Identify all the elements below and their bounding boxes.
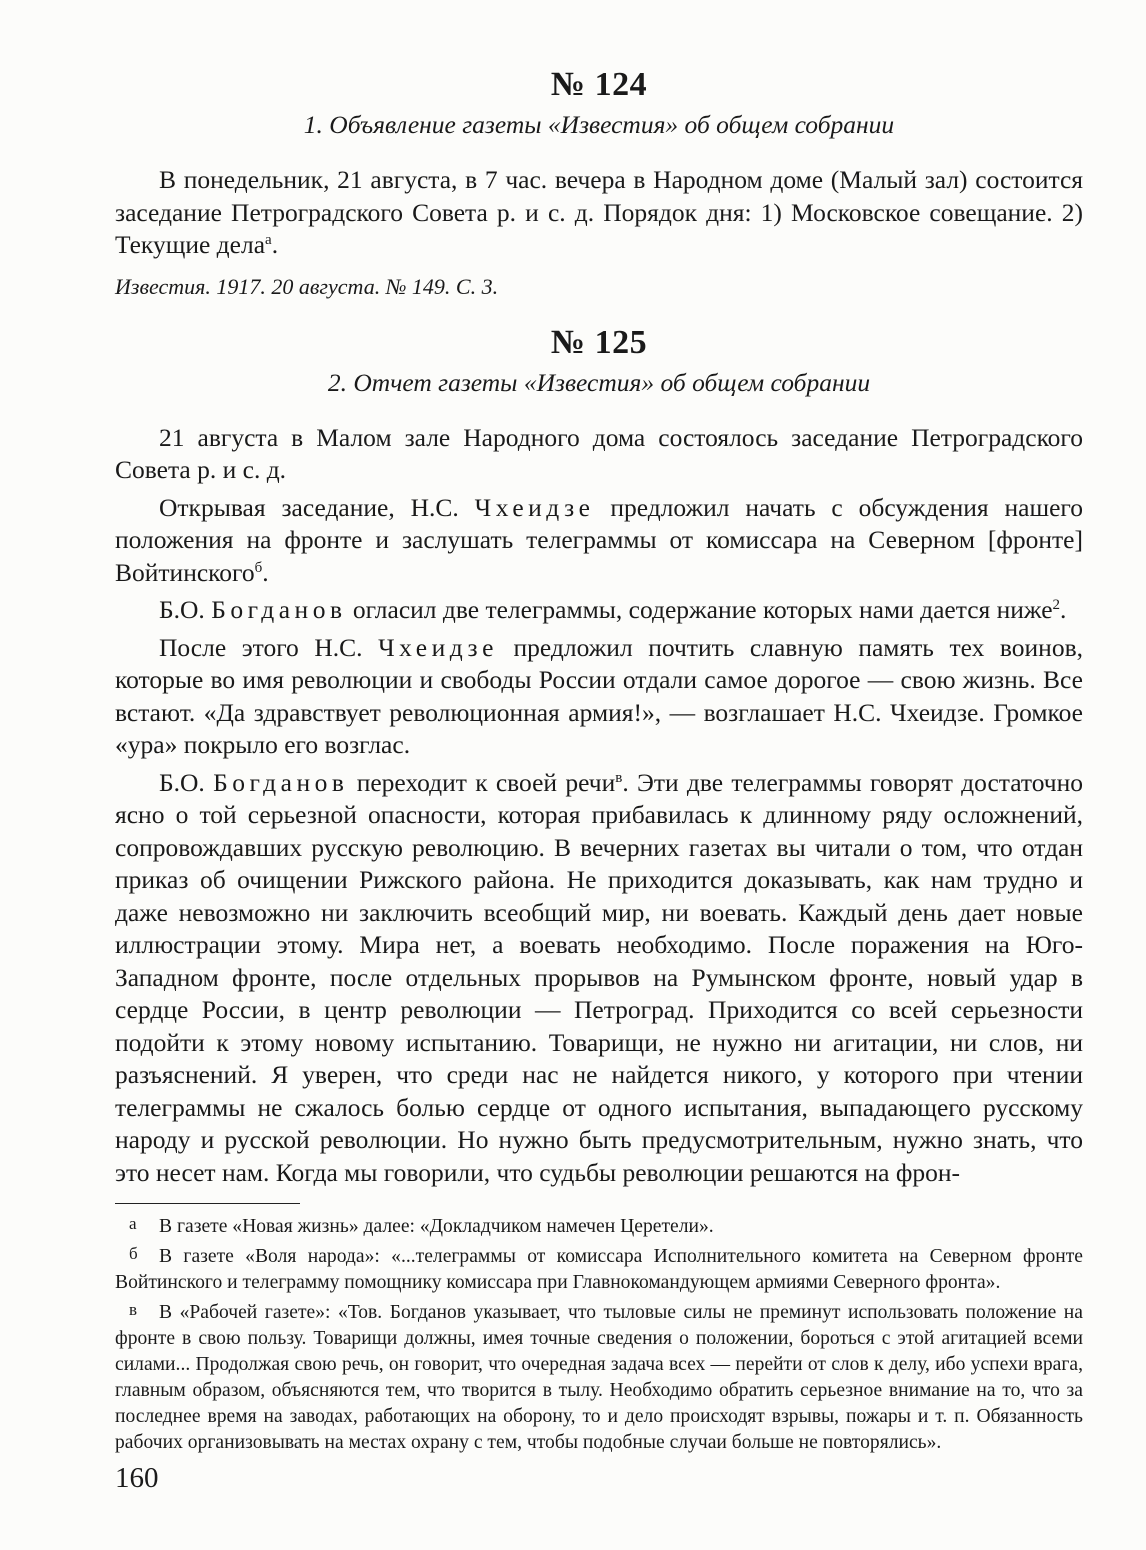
source-citation: Известия. 1917. 20 августа. № 149. С. 3. [115,273,499,299]
report-paragraph: Открывая заседание, Н.С. Чхеидзе предложил начать с обсуждения нашего положения на фронте и заслушать телеграммы от комиссара на Северном [фронте] Войтинского$^б$. [115,492,1084,587]
document-title: 1. Объявление газеты «Известия» об общем собрании [303,110,895,139]
footnote-divider [115,1203,300,1204]
page-number: 160 [115,1462,159,1494]
report-paragraph: Б.О. Богданов огласил две телеграммы, содержание которых нами дается ниже$^2$. [159,595,1067,624]
footnote-ref: а [265,232,272,248]
footnote-ref: б [254,559,263,576]
report-paragraph: 21 августа в Малом зале Народного дома состоялось заседание Петроградского Совета р. и с. д. [115,422,1083,484]
footnote-mark: б [129,1244,138,1263]
footnote-mark: в [129,1300,138,1319]
announcement-paragraph: В понедельник, 21 августа, в 7 час. вечера в Народном доме (Малый зал) состоится заседание Петроградского Совета р. и с. д. Порядок дня: 1) Московское совещание. 2) Текущие дела$^а$. [115,165,1083,259]
report-paragraph: После этого Н.С. Чхеидзе предложил почтить славную память тех воинов, которые во имя революции и свободы России отдали самое дорогое — свою жизнь. Все встают. «Да здравствует революционная армия!», — возглашает Н.С. Чхеидзе. Громкое «ура» покрыло его возглас. [115,632,1083,759]
endnote-ref: 2 [1052,597,1061,613]
footnote: б В газете «Воля народа»: «...телеграммы от комиссара Исполнительного комитета на Северном фронте Войтинского и телеграмму помощнику комиссара при Главнокомандующем армиями Северного фронта». [115,1244,1083,1296]
speaker-name: Богданов [213,767,349,797]
speaker-name: Богданов [211,595,347,624]
speaker-name: Чхеидзе [378,632,498,662]
document-title: 2. Отчет газеты «Известия» об общем собрании [327,367,871,397]
speaker-name: Чхеидзе [474,492,595,522]
report-paragraph: Б.О. Богданов переходит к своей речи$^в$. Эти две телеграммы говорят достаточно ясно о той серьезной опасности, которая прибавилась к длинному ряду осложнений, сопровождавших русскую революцию. В вечерних газетах вы читали о том, что отдан приказ об очищении Рижского района. Не приходится доказывать, как нам трудно и даже невозможно ни заключить всеобщий мир, ни воевать. Каждый день дает новые иллюстрации этому. Мира нет, а воевать необходимо. После поражения на Юго-Западном фронте, после отдельных прорывов на Румынском фронте, новый удар в сердце России, в центр революции — Петроград. Приходится со всей серьезности подойти к этому новому испытанию. Товарищи, не нужно ни агитации, ни слов, ни разъяснений. Я уверен, что среди нас не найдется никого, у которого при чтении телеграммы не сжалось болью сердце от одного испытания, выпадающего русскому народу и русской революции. Но нужно быть предусмотрительным, нужно знать, что это несет нам. Когда мы говорили, что судьбы революции решаются на фрон- [115,767,1084,1187]
document-number: № 124 [550,66,648,103]
footnote: в В «Рабочей газете»: «Тов. Богданов указывает, что тыловые силы не преминут использовать положение на фронте в свою пользу. Товарищи должны, имея точные сведения о положении, бороться с этой агитацией всеми силами... Продолжая свою речь, он говорит, что очередная задача всех — перейти от слов к делу, ибо успехи врага, главным образом, объясняются тем, что творится в тылу. Необходимо обратить серьезное внимание на то, что за последнее время на заводах, работающих на оборону, то и дело происходят взрывы, пожары и т. п. Обязанность рабочих организовывать на местах охрану с тем, чтобы подобные случаи больше не повторялись». [115,1300,1083,1456]
footnote: а В газете «Новая жизнь» далее: «Докладчиком намечен Церетели». [115,1214,1083,1240]
footnote-ref: в [615,769,623,786]
page-body [115,62,1083,1460]
footnote-mark: а [129,1214,137,1233]
document-number: № 125 [550,323,648,361]
